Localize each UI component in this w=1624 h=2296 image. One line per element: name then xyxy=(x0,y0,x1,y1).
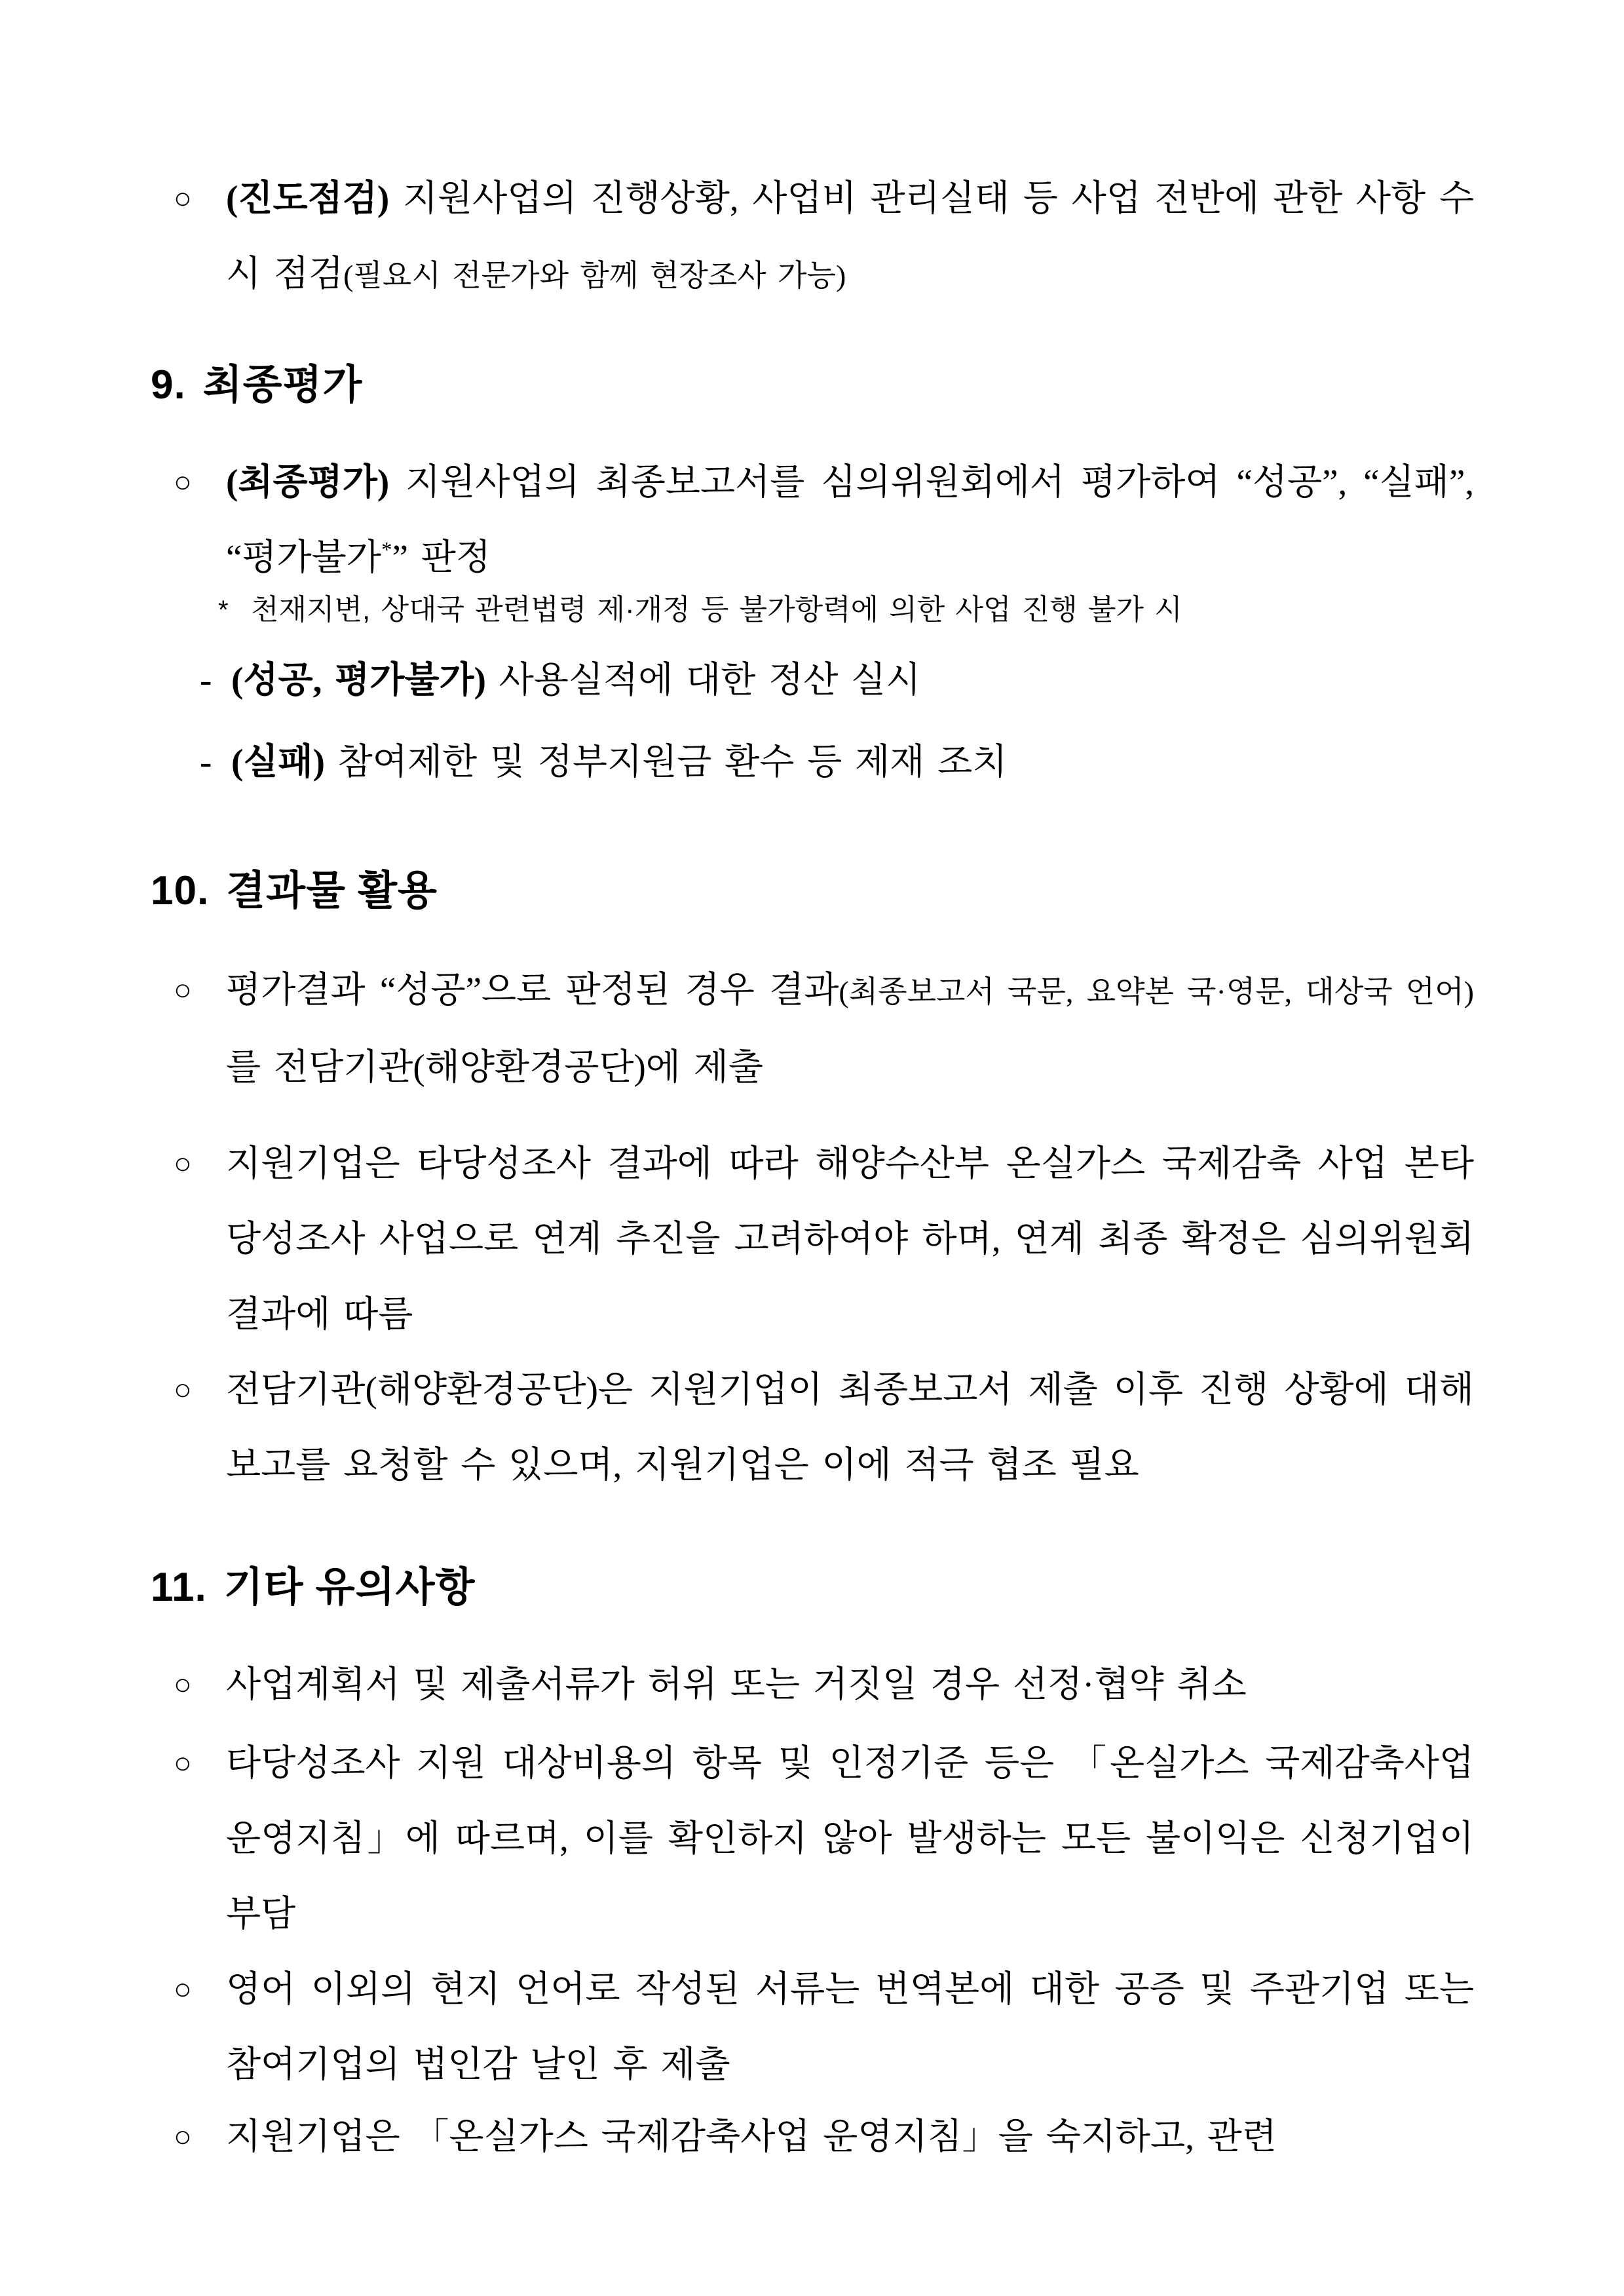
text-segment-small: (필요시 전문가와 함께 현장조사 가능) xyxy=(343,259,846,292)
paragraph-text xyxy=(226,1143,1474,1334)
footnote-text xyxy=(251,594,1182,626)
bullet-item xyxy=(151,2099,1474,2174)
paragraph-text xyxy=(226,178,1474,294)
text-segment-normal: 지원기업은 타당성조사 결과에 따라 해양수산부 온실가스 국제감축 사업 본타당성조사 사업으로 연계 추진을 고려하여야 하며, 연계 최종 확정은 심의위원회 결과에 따름 xyxy=(226,1143,1474,1334)
paragraph-text xyxy=(226,462,1474,577)
text-segment-small: (최종보고서 국문, 요약본 국·영문, 대상국 언어) xyxy=(839,975,1474,1008)
text-segment-normal: 를 전담기관(해양환경공단)에 제출 xyxy=(226,1047,763,1087)
bullet-item xyxy=(151,444,1474,595)
circle-bullet-icon: ○ xyxy=(174,1746,192,1780)
section-other-notes xyxy=(151,1565,1474,2174)
text-segment-normal: ” 판정 xyxy=(392,537,491,577)
text-segment-normal: 참여제한 및 정부지원금 환수 등 제재 조치 xyxy=(324,742,1008,782)
text-segment-sup: * xyxy=(381,538,392,562)
circle-bullet-icon: ○ xyxy=(174,1972,192,2006)
paragraph-text xyxy=(231,660,920,700)
section-number: 9. xyxy=(151,362,186,408)
footnote-item xyxy=(151,590,1474,630)
text-segment-normal: 영어 이외의 현지 언어로 작성된 서류는 번역본에 대한 공증 및 주관기업 또는 참여기업의 법인감 날인 후 제출 xyxy=(226,1969,1474,2084)
paragraph-text xyxy=(226,970,1474,1087)
bullet-item xyxy=(151,1647,1474,1722)
paragraph-text xyxy=(231,742,1007,782)
dash-bullet-icon: - xyxy=(200,660,212,700)
section-heading xyxy=(151,868,1474,914)
circle-bullet-icon: ○ xyxy=(174,1668,192,1701)
bullet-item xyxy=(151,1352,1474,1502)
text-segment-normal: 천재지변, 상대국 관련법령 제·개정 등 불가항력에 의한 사업 진행 불가 시 xyxy=(251,594,1182,626)
paragraph-text xyxy=(226,1664,1247,1704)
section-number: 10. xyxy=(151,868,210,913)
text-segment-bold: (성공, 평가불가) xyxy=(231,660,486,700)
section-title: 기타 유의사항 xyxy=(223,1565,476,1610)
section-title: 결과물 활용 xyxy=(226,868,438,913)
asterisk-footnote-icon: * xyxy=(218,596,229,624)
circle-bullet-icon: ○ xyxy=(174,465,192,499)
paragraph-text xyxy=(226,2116,1277,2156)
section-heading xyxy=(151,362,1474,408)
circle-bullet-icon: ○ xyxy=(174,182,192,215)
section-number: 11. xyxy=(151,1565,207,1610)
section-heading xyxy=(151,1565,1474,1611)
circle-bullet-icon: ○ xyxy=(174,1147,192,1180)
text-segment-normal: 사업계획서 및 제출서류가 허위 또는 거짓일 경우 선정·협약 취소 xyxy=(226,1664,1247,1704)
dash-item xyxy=(151,724,1474,799)
section-title: 최종평가 xyxy=(202,362,363,408)
bullet-item xyxy=(151,1725,1474,1951)
bullet-item xyxy=(151,1126,1474,1352)
text-segment-normal: 사용실적에 대한 정산 실시 xyxy=(485,660,921,700)
text-segment-bold: (실패) xyxy=(231,742,325,782)
dash-bullet-icon: - xyxy=(200,742,212,782)
dash-item xyxy=(151,642,1474,718)
text-segment-bold: (진도점검) xyxy=(226,178,390,218)
text-segment-normal: 지원사업의 최종보고서를 심의위원회에서 평가하여 “성공”, “실패”, “평가불가 xyxy=(226,462,1474,577)
section-results-utilization xyxy=(151,868,1474,1502)
section-progress-check xyxy=(151,161,1474,313)
bullet-item xyxy=(151,161,1474,313)
text-segment-normal: 평가결과 “성공”으로 판정된 경우 결과 xyxy=(226,970,839,1010)
text-segment-normal: 전담기관(해양환경공단)은 지원기업이 최종보고서 제출 이후 진행 상황에 대해 보고를 요청할 수 있으며, 지원기업은 이에 적극 협조 필요 xyxy=(226,1369,1474,1485)
text-segment-normal: 지원기업은 「온실가스 국제감축사업 운영지침」을 숙지하고, 관련 xyxy=(226,2116,1277,2156)
circle-bullet-icon: ○ xyxy=(174,1373,192,1406)
text-segment-normal: 타당성조사 지원 대상비용의 항목 및 인정기준 등은 「온실가스 국제감축사업 운영지침」에 따르며, 이를 확인하지 않아 발생하는 모든 불이익은 신청기업이 부담 xyxy=(226,1743,1474,1934)
circle-bullet-icon: ○ xyxy=(174,973,192,1006)
paragraph-text xyxy=(226,1369,1474,1485)
bullet-item xyxy=(151,952,1474,1105)
text-segment-normal: 지원사업의 진행상황, 사업비 관리실태 등 사업 전반에 관한 사항 수시 점검 xyxy=(226,178,1474,294)
paragraph-text xyxy=(226,1969,1474,2084)
circle-bullet-icon: ○ xyxy=(174,2120,192,2153)
section-final-evaluation xyxy=(151,362,1474,799)
paragraph-text xyxy=(226,1743,1474,1934)
text-segment-bold: (최종평가) xyxy=(226,462,390,502)
bullet-item xyxy=(151,1951,1474,2102)
